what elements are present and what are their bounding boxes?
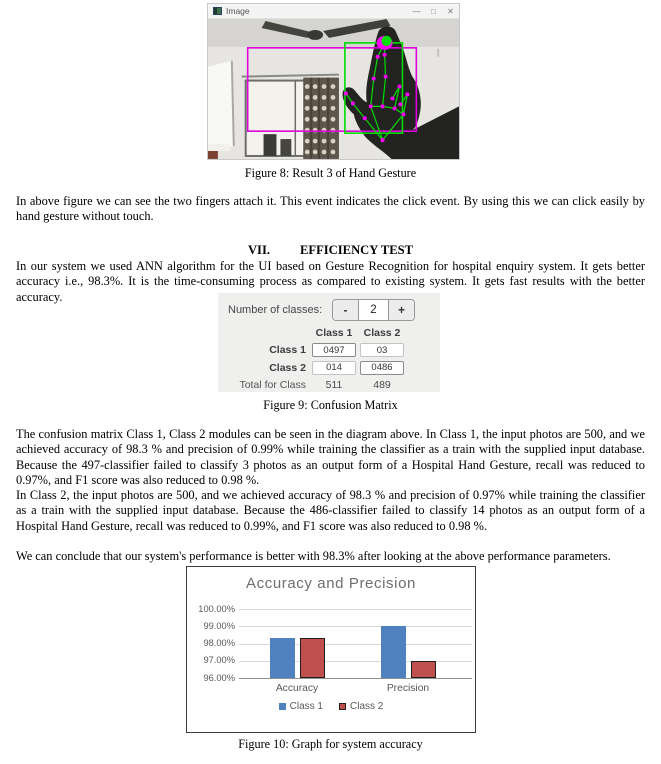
col-header-class1: Class 1	[315, 326, 353, 339]
cell-input-c2c2[interactable]	[360, 361, 404, 375]
maximize-button[interactable]: □	[431, 6, 436, 16]
y-tick-label: 99.00%	[203, 620, 235, 631]
cell-class1-class1	[312, 343, 356, 357]
confusion-matrix-panel	[218, 293, 440, 392]
analysis-paragraphs	[16, 427, 645, 534]
cell-input-c1c1[interactable]	[312, 343, 356, 357]
bar-class-1-precision	[381, 626, 406, 678]
legend-item-class-1	[279, 701, 323, 712]
cell-class2-class1	[312, 361, 356, 375]
bar-class-2-accuracy	[300, 638, 325, 678]
y-tick-label: 96.00%	[203, 672, 235, 683]
figure9-caption: Figure 9: Confusion Matrix	[263, 398, 398, 412]
cell-class2-class2	[360, 361, 404, 375]
close-button[interactable]: ✕	[447, 6, 454, 16]
legend-swatch	[279, 703, 286, 710]
number-of-classes-label: Number of classes:	[228, 304, 323, 316]
chart-title: Accuracy and Precision	[246, 575, 416, 592]
section-title: EFFICIENCY TEST	[300, 243, 414, 257]
classes-stepper	[332, 299, 415, 321]
y-tick-label: 97.00%	[203, 655, 235, 666]
total-class1: 511	[325, 379, 343, 391]
figure8-caption: Figure 8: Result 3 of Hand Gesture	[244, 166, 417, 180]
cell-input-c1c2[interactable]	[360, 343, 404, 357]
gridline	[239, 609, 472, 610]
y-tick-label: 98.00%	[203, 638, 235, 648]
gridline	[239, 626, 472, 627]
legend-swatch	[339, 703, 346, 710]
image-icon	[213, 7, 222, 15]
legend-label: Class 1	[289, 701, 323, 712]
bar-class-1-accuracy	[270, 638, 295, 678]
row-label-class2: Class 2	[269, 361, 306, 374]
webcam-window	[207, 3, 460, 160]
legend-item-class-2	[339, 701, 383, 712]
minimize-button[interactable]: —	[412, 6, 421, 16]
total-row-label: Total for Class	[239, 379, 306, 391]
confusion-matrix-table	[221, 325, 404, 393]
accuracy-precision-chart	[186, 566, 476, 733]
classes-value[interactable]: 2	[359, 300, 388, 320]
figure10-caption: Figure 10: Graph for system accuracy	[238, 737, 423, 751]
section-heading	[0, 243, 661, 258]
increment-button[interactable]: +	[388, 300, 414, 320]
paragraph-class1-analysis: The confusion matrix Class 1, Class 2 modules can be seen in the diagram above. In Class 1, the input photos are 500, and we achieved accuracy of 98.3 % and precision of 0.99% while training the classifier as a train with the supplied input database. Because the 497-classifier failed to classify 3 photos as an output form of a Hospital Hand Gesture, recall was reduced to 0.97%, and F1 score was also reduced to 0.98 %.	[16, 427, 645, 487]
hand-gesture-photo	[208, 19, 459, 159]
legend-label: Class 2	[350, 701, 384, 712]
curtain-shape	[303, 78, 339, 159]
bar-class-2-precision	[411, 661, 436, 678]
col-header-class2: Class 2	[363, 326, 401, 339]
paragraph-conclusion: We can conclude that our system's performance is better with 98.3% after looking at the above performance parameters.	[16, 549, 611, 563]
paragraph-click-event: In above figure we can see the two fingers attach it. This event indicates the click event. By using this we can click easily by hand gesture without touch.	[16, 194, 645, 224]
cell-class1-class2	[360, 343, 404, 357]
row-label-class1: Class 1	[269, 344, 306, 356]
x-axis-line	[239, 678, 472, 679]
category-label: Precision	[386, 683, 430, 694]
classes-row	[218, 298, 440, 322]
paragraph-ann-accuracy: In our system we used ANN algorithm for the UI based on Gesture Recognition for hospital enquiry system. It gets better accuracy i.e., 98.3%. It is the time-consuming process as compared to existing system. It gets fast results with the better accuracy.	[16, 259, 645, 304]
cell-input-c2c1[interactable]	[312, 361, 356, 375]
chart-legend	[187, 701, 475, 712]
y-tick-label: 100.00%	[198, 603, 235, 614]
paragraph-class2-analysis: In Class 2, the input photos are 500, and we achieved accuracy of 98.3 % and precision of 0.97% while training the classifier as a train with the supplied input database. Because the 486-classifier failed to classify 14 photos as an output form of a Hospital Hand Gesture, recall was reduced to 0.99%, and F1 score was also reduced to 0.98 %.	[16, 488, 645, 533]
window-controls	[408, 4, 459, 18]
decrement-button[interactable]: -	[333, 300, 359, 320]
section-number: VII.	[247, 243, 270, 257]
webcam-window-title: Image	[226, 6, 250, 16]
category-label: Accuracy	[275, 683, 319, 694]
webcam-titlebar	[208, 4, 459, 19]
total-class2: 489	[373, 379, 391, 391]
